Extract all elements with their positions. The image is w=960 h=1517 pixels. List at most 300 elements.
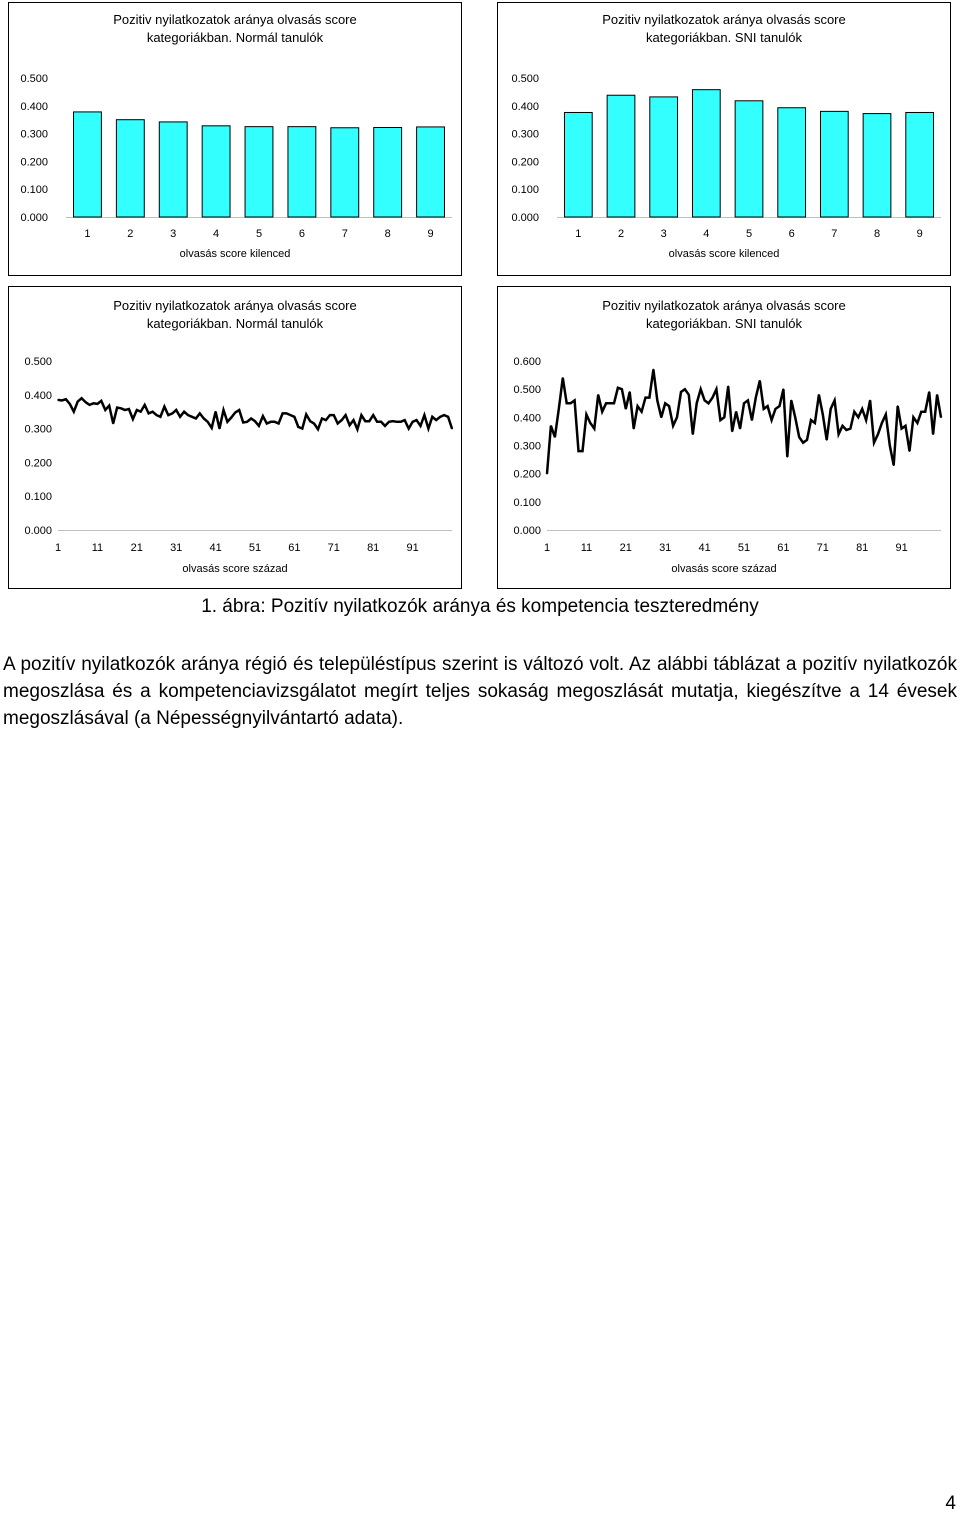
chart3-data-point xyxy=(846,429,848,431)
chart3-data-point xyxy=(676,417,678,419)
chart1-x-tick-label: 7 xyxy=(831,228,838,240)
chart3-data-point xyxy=(637,405,639,407)
chart2-y-tick-label: 0.300 xyxy=(24,423,52,436)
chart2-data-point xyxy=(294,416,296,418)
chart3-data-point xyxy=(857,417,859,419)
chart3-data-point xyxy=(936,394,938,396)
chart3-data-point xyxy=(668,405,670,407)
chart1-bar xyxy=(820,111,848,217)
chart2-frame xyxy=(9,287,462,589)
chart3-data-point xyxy=(932,433,934,435)
chart2-y-tick-label: 0.000 xyxy=(24,525,52,537)
chart2-data-point xyxy=(325,419,327,421)
chart1-y-tick-label: 0.100 xyxy=(511,184,539,197)
chart3-y-tick-label: 0.100 xyxy=(513,496,541,509)
chart3-data-point xyxy=(834,400,836,402)
chart2-data-point xyxy=(357,428,359,430)
chart3-data-point xyxy=(787,456,789,458)
chart2-data-point xyxy=(298,426,300,428)
chart2-x-tick-label: 31 xyxy=(170,542,183,554)
chart3-data-point xyxy=(917,422,919,424)
chart3-data-point xyxy=(893,464,895,466)
chart3-data-point xyxy=(724,417,726,419)
chart3-data-point xyxy=(629,391,631,393)
chart2-x-tick-label: 1 xyxy=(54,542,62,554)
chart2-y-tick-label: 0.500 xyxy=(24,356,52,368)
chart2-data-point xyxy=(152,411,154,413)
chart2-data-point xyxy=(380,421,382,423)
chart3-data-point xyxy=(570,402,572,404)
chart2-data-point xyxy=(432,416,434,418)
chart2-data-point xyxy=(57,399,59,401)
chart3-data-point xyxy=(802,442,804,444)
chart3-data-point xyxy=(649,397,651,399)
chart3-data-point xyxy=(700,388,702,390)
chart2-data-point xyxy=(376,421,378,423)
chart2-y-tick-label: 0.200 xyxy=(24,457,52,470)
chart3-data-point xyxy=(767,405,769,407)
chart0-x-tick-label: 7 xyxy=(341,228,348,240)
chart1-title-line: Pozitiv nyilatkozatok aránya olvasás score xyxy=(602,12,846,27)
chart3-data-point xyxy=(877,433,879,435)
chart3-data-point xyxy=(672,425,674,427)
chart3-data-point xyxy=(763,408,765,410)
chart3-data-point xyxy=(653,369,655,371)
chart2-data-point xyxy=(85,401,87,403)
chart3-data-point xyxy=(759,380,761,382)
chart3-data-point xyxy=(578,450,580,452)
chart3-data-point xyxy=(798,436,800,438)
chart2-data-point xyxy=(183,411,185,413)
chart0-y-tick-label: 0.400 xyxy=(20,100,48,113)
chart2-data-point xyxy=(164,406,166,408)
chart3-x-tick-label: 31 xyxy=(659,542,672,554)
chart0-title-line: kategoriákban. Normál tanulók xyxy=(146,30,324,45)
chart2-data-point xyxy=(120,408,122,410)
chart0-bar xyxy=(202,126,230,217)
chart2-data-point xyxy=(227,421,229,423)
chart3-data-point xyxy=(641,411,643,413)
chart2-data-point xyxy=(203,418,205,420)
chart2-data-point xyxy=(301,428,303,430)
chart2-x-tick-label: 71 xyxy=(327,542,340,554)
chart2-data-point xyxy=(392,420,394,422)
chart3-data-point xyxy=(657,400,659,402)
chart3-data-point xyxy=(779,405,781,407)
chart3-data-point xyxy=(680,391,682,393)
chart3-data-point xyxy=(747,400,749,402)
chart2-x-tick-label: 91 xyxy=(406,542,419,554)
chart3-data-point xyxy=(550,425,552,427)
chart3-data-point xyxy=(613,402,615,404)
chart2-data-point xyxy=(97,403,99,405)
chart2-data-point xyxy=(160,416,162,418)
chart2-data-point xyxy=(73,411,75,413)
chart2-data-point xyxy=(317,428,319,430)
chart2-data-point xyxy=(235,412,237,414)
chart3-data-point xyxy=(771,419,773,421)
chart2-data-point xyxy=(187,414,189,416)
chart2-data-point xyxy=(353,419,355,421)
chart2-data-point xyxy=(333,414,335,416)
chart3-data-point xyxy=(838,433,840,435)
chart2-y-tick-label: 0.100 xyxy=(24,491,52,504)
chart1-bar xyxy=(564,112,592,217)
chart3-data-point xyxy=(688,394,690,396)
chart3-data-point xyxy=(546,473,548,475)
chart3-frame xyxy=(498,287,951,589)
chart2-data-point xyxy=(179,416,181,418)
chart2-data-point xyxy=(207,421,209,423)
chart3-data-point xyxy=(696,402,698,404)
chart0-bar xyxy=(288,127,316,217)
chart2-data-point xyxy=(416,419,418,421)
chart3-data-point xyxy=(708,402,710,404)
chart0-bar xyxy=(116,120,144,217)
chart2-data-point xyxy=(439,416,441,418)
chart2-data-point xyxy=(400,421,402,423)
chart0-title-line: Pozitiv nyilatkozatok aránya olvasás score xyxy=(113,12,357,27)
body-paragraph: A pozitív nyilatkozók aránya régió és településtípus szerint is változó volt. Az alábbi táblázat a pozitív nyilatkozók megoszlása és a kompetenciavizsgálatot megírt teljes sokaság megoszlását mutatja, kiegészítve a 14 évesek megoszlásával (a Népességnyilvántartó adata). xyxy=(3,654,957,729)
chart3-data-point xyxy=(735,411,737,413)
chart2-x-axis-label: olvasás score század xyxy=(182,563,288,575)
chart3-data-point xyxy=(743,402,745,404)
chart0-y-tick-label: 0.000 xyxy=(20,212,48,224)
chart2-title-line: kategoriákban. Normál tanulók xyxy=(146,316,324,331)
chart3-data-point xyxy=(590,422,592,424)
chart3-data-point xyxy=(755,397,757,399)
page-number: 4 xyxy=(945,1493,956,1514)
chart3-data-point xyxy=(751,419,753,421)
chart3-data-point xyxy=(562,377,564,379)
chart0-x-tick-label: 4 xyxy=(213,228,220,240)
chart2-data-point xyxy=(270,421,272,423)
chart2-data-point xyxy=(305,414,307,416)
chart3-title-line: kategoriákban. SNI tanulók xyxy=(645,316,803,331)
chart3-x-tick-label: 91 xyxy=(895,542,908,554)
chart2-data-point xyxy=(195,418,197,420)
chart2-data-point xyxy=(345,414,347,416)
chart1-bar xyxy=(692,90,720,217)
chart3-data-point xyxy=(909,450,911,452)
chart2-y-tick-label: 0.400 xyxy=(24,389,52,402)
chart3-data-point xyxy=(617,387,619,389)
chart1-x-tick-label: 8 xyxy=(873,228,881,240)
chart3-data-point xyxy=(554,436,556,438)
chart2-data-point xyxy=(140,411,142,413)
chart1-bar xyxy=(863,114,891,217)
chart3-data-point xyxy=(810,419,812,421)
chart3-data-point xyxy=(885,414,887,416)
chart0-x-tick-label: 5 xyxy=(255,228,263,240)
chart2-data-point xyxy=(309,420,311,422)
chart2-data-point xyxy=(412,421,414,423)
chart1-x-tick-label: 2 xyxy=(617,228,625,240)
chart0-y-tick-label: 0.300 xyxy=(20,128,48,141)
chart3-data-point xyxy=(727,386,729,388)
chart2-data-point xyxy=(108,405,110,407)
chart3-data-point xyxy=(574,400,576,402)
chart0-x-axis-label: olvasás score kilenced xyxy=(179,248,291,260)
chart2-data-point xyxy=(104,409,106,411)
chart3-data-point xyxy=(826,439,828,441)
chart3-data-point xyxy=(889,445,891,447)
chart3-data-point xyxy=(921,411,923,413)
chart2-data-point xyxy=(396,421,398,423)
chart2-data-point xyxy=(443,414,445,416)
chart1-x-axis-label: olvasás score kilenced xyxy=(668,248,780,260)
chart3-data-point xyxy=(621,388,623,390)
chart2-data-point xyxy=(447,416,449,418)
chart3-y-tick-label: 0.600 xyxy=(513,356,541,368)
chart2-data-point xyxy=(219,428,221,430)
chart2-data-point xyxy=(112,423,114,425)
chart2-x-tick-label: 21 xyxy=(130,542,143,554)
chart3-data-point xyxy=(940,417,942,419)
chart1-y-tick-label: 0.300 xyxy=(511,128,539,141)
chart3-y-tick-label: 0.400 xyxy=(513,412,541,425)
chart1-x-tick-label: 1 xyxy=(575,228,582,240)
chart2-data-point xyxy=(420,425,422,427)
chart0-y-tick-label: 0.200 xyxy=(20,156,48,169)
chart0-x-tick-label: 3 xyxy=(170,228,177,240)
chart3-data-point xyxy=(928,391,930,393)
chart2-data-point xyxy=(136,409,138,411)
chart3-data-point xyxy=(881,422,883,424)
chart3-data-point xyxy=(814,422,816,424)
chart2-data-point xyxy=(124,409,126,411)
chart2-data-point xyxy=(404,419,406,421)
chart2-data-point xyxy=(89,404,91,406)
chart3-data-point xyxy=(873,442,875,444)
chart1-x-tick-label: 5 xyxy=(745,228,753,240)
chart2-data-point xyxy=(211,427,213,429)
chart3-data-point xyxy=(593,428,595,430)
chart3-data-point xyxy=(901,428,903,430)
chart3-x-tick-label: 41 xyxy=(698,542,711,554)
chart2-data-point xyxy=(223,409,225,411)
chart3-x-axis-label: olvasás score század xyxy=(671,563,777,575)
chart2-data-point xyxy=(175,409,177,411)
chart2-data-point xyxy=(278,423,280,425)
chart2-data-point xyxy=(191,416,193,418)
chart0-bar xyxy=(417,127,445,217)
chart3-data-point xyxy=(897,405,899,407)
chart-bar-sni xyxy=(497,2,951,276)
chart-bar-sni-svg xyxy=(497,2,951,276)
chart2-data-point xyxy=(116,407,118,409)
chart3-data-point xyxy=(704,400,706,402)
chart3-data-point xyxy=(790,400,792,402)
chart3-data-point xyxy=(818,394,820,396)
chart1-x-tick-label: 3 xyxy=(660,228,667,240)
chart2-data-point xyxy=(435,419,437,421)
chart2-data-point xyxy=(231,417,233,419)
chart1-x-tick-label: 9 xyxy=(916,228,923,240)
chart0-bar xyxy=(331,128,359,217)
chart0-y-tick-label: 0.500 xyxy=(20,73,48,85)
chart-bar-normal xyxy=(8,2,462,276)
chart0-x-tick-label: 2 xyxy=(127,228,134,240)
chart3-data-point xyxy=(850,428,852,430)
chart-bar-normal-svg xyxy=(8,2,462,276)
chart3-data-point xyxy=(558,408,560,410)
chart2-data-point xyxy=(365,420,367,422)
chart2-title-line: Pozitiv nyilatkozatok aránya olvasás score xyxy=(113,298,357,313)
chart2-data-point xyxy=(69,403,71,405)
chart2-data-point xyxy=(428,428,430,430)
chart3-y-tick-label: 0.200 xyxy=(513,468,541,481)
chart3-data-point xyxy=(731,431,733,433)
chart3-data-point xyxy=(582,450,584,452)
chart2-x-tick-label: 51 xyxy=(248,542,262,554)
chart3-data-point xyxy=(716,388,718,390)
chart1-y-tick-label: 0.400 xyxy=(511,100,539,113)
chart3-x-tick-label: 61 xyxy=(777,542,790,554)
chart1-y-tick-label: 0.200 xyxy=(511,156,539,169)
chart1-title-line: kategoriákban. SNI tanulók xyxy=(645,30,803,45)
chart2-data-point xyxy=(93,402,95,404)
chart2-data-point xyxy=(313,423,315,425)
chart3-data-point xyxy=(739,428,741,430)
chart1-x-tick-label: 4 xyxy=(703,228,710,240)
chart3-x-tick-label: 81 xyxy=(856,542,869,554)
chart2-data-point xyxy=(132,418,134,420)
chart2-data-point xyxy=(199,413,201,415)
chart2-data-point xyxy=(286,413,288,415)
chart2-data-point xyxy=(144,404,146,406)
chart3-data-point xyxy=(609,402,611,404)
chart3-data-point xyxy=(861,408,863,410)
chart2-x-tick-label: 11 xyxy=(91,542,104,554)
chart2-data-point xyxy=(171,413,173,415)
chart1-bar xyxy=(735,101,763,217)
chart3-data-point xyxy=(822,414,824,416)
chart3-data-point xyxy=(645,397,647,399)
chart-line-normal xyxy=(8,286,462,589)
chart2-data-point xyxy=(384,425,386,427)
chart2-data-point xyxy=(238,409,240,411)
chart3-y-tick-label: 0.300 xyxy=(513,440,541,453)
chart2-data-point xyxy=(262,415,264,417)
chart3-data-point xyxy=(597,394,599,396)
figure-caption: 1. ábra: Pozitív nyilatkozók aránya és kompetencia teszteredmény xyxy=(201,596,759,617)
chart2-data-point xyxy=(242,422,244,424)
chart2-data-point xyxy=(246,421,248,423)
chart1-bar xyxy=(607,95,635,217)
chart3-y-tick-label: 0.500 xyxy=(513,384,541,397)
chart3-x-tick-label: 51 xyxy=(737,542,751,554)
chart2-data-point xyxy=(254,420,256,422)
chart3-data-point xyxy=(684,388,686,390)
chart2-data-point xyxy=(101,400,103,402)
chart2-data-point xyxy=(148,413,150,415)
chart3-data-point xyxy=(605,402,607,404)
chart1-bar xyxy=(778,108,806,217)
chart2-x-tick-label: 81 xyxy=(367,542,380,554)
chart3-data-point xyxy=(865,419,867,421)
chart3-data-point xyxy=(924,411,926,413)
chart3-data-point xyxy=(783,388,785,390)
chart2-data-point xyxy=(266,423,268,425)
chart2-data-point xyxy=(424,414,426,416)
chart3-x-tick-label: 11 xyxy=(580,542,593,554)
chart2-data-point xyxy=(388,421,390,423)
chart3-data-point xyxy=(806,439,808,441)
chart2-data-point xyxy=(341,419,343,421)
chart0-bar xyxy=(374,127,402,217)
chart1-y-tick-label: 0.000 xyxy=(511,212,539,224)
chart2-data-point xyxy=(337,423,339,425)
chart3-data-point xyxy=(660,417,662,419)
chart2-data-point xyxy=(168,414,170,416)
chart3-data-point xyxy=(692,433,694,435)
chart2-data-point xyxy=(361,414,363,416)
chart3-data-point xyxy=(869,400,871,402)
chart-line-sni-svg xyxy=(497,286,951,589)
chart2-data-point xyxy=(128,408,130,410)
chart3-data-point xyxy=(794,417,796,419)
chart2-data-point xyxy=(321,418,323,420)
chart3-data-point xyxy=(601,411,603,413)
chart2-data-point xyxy=(215,411,217,413)
chart3-x-tick-label: 21 xyxy=(619,542,632,554)
chart3-data-point xyxy=(775,408,777,410)
chart3-data-point xyxy=(720,419,722,421)
chart-line-sni xyxy=(497,286,951,589)
chart3-data-point xyxy=(712,397,714,399)
chart2-data-point xyxy=(282,413,284,415)
chart0-bar xyxy=(159,122,187,217)
chart2-data-point xyxy=(156,414,158,416)
chart3-x-tick-label: 71 xyxy=(816,542,829,554)
chart2-data-point xyxy=(77,401,79,403)
chart2-data-point xyxy=(368,420,370,422)
chart2-data-point xyxy=(451,428,453,430)
chart2-data-point xyxy=(274,421,276,423)
chart2-data-point xyxy=(81,397,83,399)
chart2-data-point xyxy=(250,418,252,420)
chart2-x-tick-label: 41 xyxy=(209,542,222,554)
chart3-data-point xyxy=(905,425,907,427)
chart1-bar xyxy=(650,97,678,217)
chart3-data-point xyxy=(830,408,832,410)
chart0-x-tick-label: 9 xyxy=(427,228,434,240)
chart0-x-tick-label: 1 xyxy=(84,228,91,240)
chart1-bar xyxy=(906,112,934,217)
chart3-data-point xyxy=(913,417,915,419)
chart0-bar xyxy=(74,112,102,217)
chart3-data-point xyxy=(566,402,568,404)
chart3-data-point xyxy=(586,414,588,416)
chart3-data-point xyxy=(842,425,844,427)
chart2-data-point xyxy=(258,425,260,427)
chart0-x-tick-label: 8 xyxy=(384,228,391,240)
chart1-x-tick-label: 6 xyxy=(788,228,795,240)
chart3-data-point xyxy=(854,411,856,413)
chart1-y-tick-label: 0.500 xyxy=(511,73,539,85)
chart0-bar xyxy=(245,127,273,217)
chart2-data-point xyxy=(329,414,331,416)
chart2-x-tick-label: 61 xyxy=(288,542,301,554)
chart3-data-point xyxy=(625,408,627,410)
chart2-data-point xyxy=(372,414,374,416)
chart3-data-point xyxy=(664,402,666,404)
chart2-data-point xyxy=(65,398,67,400)
chart0-x-tick-label: 6 xyxy=(298,228,305,240)
chart-line-normal-svg xyxy=(8,286,462,589)
chart0-y-tick-label: 0.100 xyxy=(20,184,48,197)
